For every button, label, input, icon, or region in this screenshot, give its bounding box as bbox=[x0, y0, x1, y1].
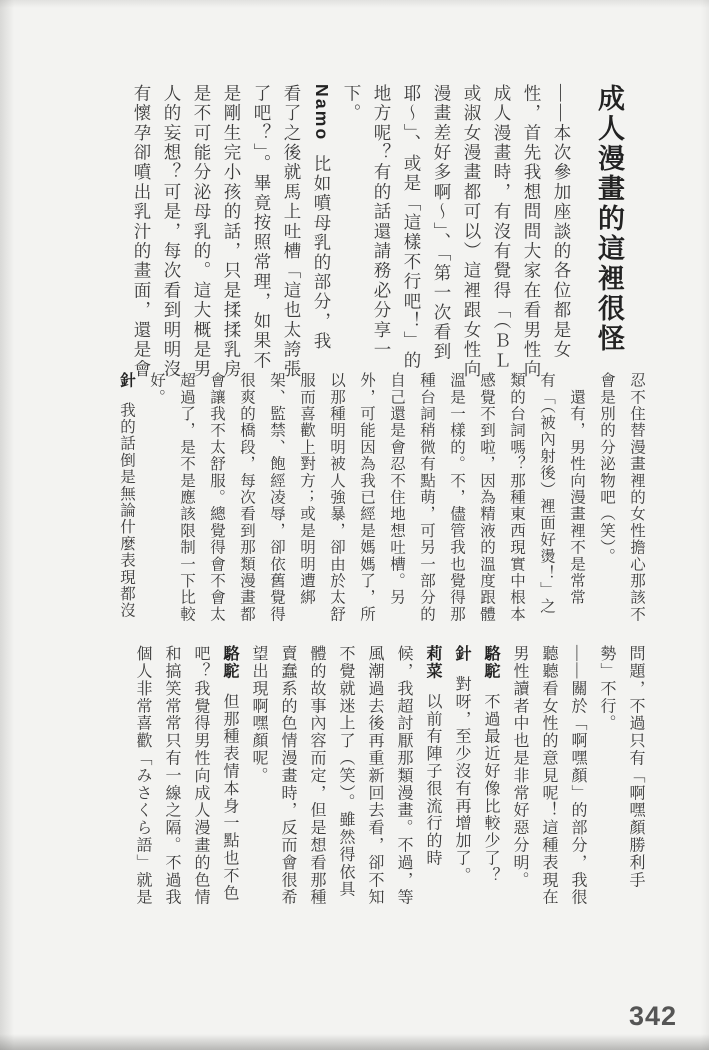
speaker-name: Namo bbox=[312, 84, 332, 142]
text-column: 服而喜歡上對方；或是明明遭綁 bbox=[298, 372, 315, 606]
page-number: 342 bbox=[628, 1001, 677, 1031]
speaker-name: 針 bbox=[118, 372, 135, 389]
text-column: 種台詞稍微有點萌，可另一部分的 bbox=[418, 372, 435, 623]
text-column: Namo比如噴母乳的部分，我 bbox=[312, 84, 332, 352]
text-column: 以那種明明被人強暴，卻由於太舒 bbox=[328, 372, 345, 623]
text-column: 是剛生完小孩的話，只是揉揉乳房 bbox=[222, 84, 242, 380]
text-column: 還有，男性向漫畫裡不是常常 bbox=[568, 372, 585, 606]
text-column: 勢」不行。 bbox=[598, 645, 615, 732]
text-column: 是不可能分泌母乳的。這大概是男 bbox=[192, 84, 212, 380]
text-column: 賣蠢系的色情漫畫時，反而會很希 bbox=[279, 645, 296, 906]
text-column: 男性讀者中也是非常好惡分明。 bbox=[511, 645, 528, 889]
text-column: 有懷孕卻噴出乳汁的畫面，還是會 bbox=[132, 84, 152, 380]
text-column: 性，首先我想問問大家在看男性向 bbox=[522, 84, 542, 380]
text-column: 駱駝但那種表情本身一點也不色 bbox=[221, 645, 238, 902]
article-title: 成人漫畫的這裡很怪 bbox=[594, 84, 624, 354]
text-column: 忍不住替漫畫裡的女性擔心那該不 bbox=[628, 372, 645, 623]
text-column: 聽聽看女性的意見呢！這種表現在 bbox=[540, 645, 557, 906]
text-column: 自己還是會忍不住地想吐槽。另 bbox=[388, 372, 405, 606]
text-column: 架、監禁、飽經凌辱，卻依舊覺得 bbox=[268, 372, 285, 623]
text-column: 了吧？」。畢竟按照常理，如果不 bbox=[252, 84, 272, 371]
text-column: 有「（被內射後）裡面好燙！」之 bbox=[538, 372, 555, 615]
text-column: 吧？我覺得男性向成人漫畫的色情 bbox=[192, 645, 209, 906]
speaker-name: 駱駝 bbox=[221, 645, 238, 680]
text-column: 成人漫畫時，有沒有覺得「（ＢＬ bbox=[492, 84, 512, 371]
text-column: 漫畫差好多啊～」、「第一次看到 bbox=[432, 84, 452, 362]
text-column: 感覺不到啦，因為精液的溫度跟體 bbox=[478, 372, 495, 623]
text-band-middle bbox=[107, 372, 647, 624]
text-column: 針對呀，至少沒有再增加了。 bbox=[453, 645, 470, 885]
text-column: 會讓我不太舒服。總覺得會不會太 bbox=[208, 372, 225, 623]
text-column: 不覺就迷上了（笑）。雖然得依具 bbox=[337, 645, 354, 898]
text-column: 駱駝不過最近好像比較少了？ bbox=[482, 645, 499, 885]
text-column: 地方呢？有的話還請務必分享一 bbox=[372, 84, 392, 360]
text-column: 或淑女漫畫都可以）這裡跟女性向 bbox=[462, 84, 482, 380]
text-column: 個人非常喜歡「みさくら語」就是 bbox=[134, 645, 151, 906]
text-column: 莉菜以前有陣子很流行的時 bbox=[424, 645, 441, 867]
speaker-name: 駱駝 bbox=[482, 645, 499, 680]
text-column: 風潮過去後再重新回去看，卻不知 bbox=[366, 645, 383, 906]
text-column: 會是別的分泌物吧（笑）。 bbox=[598, 372, 615, 565]
text-column: 針我的話倒是無論什麼表現都沒 bbox=[118, 372, 135, 619]
text-column: 人的妄想？可是，每次看到明明沒 bbox=[162, 84, 182, 380]
text-column: 溫是一樣的。不，儘管我也覺得那 bbox=[448, 372, 465, 623]
text-band-bottom bbox=[125, 645, 647, 907]
speaker-name: 莉菜 bbox=[424, 645, 441, 680]
speaker-name: 針 bbox=[453, 645, 470, 663]
text-column: 和搞笑常常只有一線之隔。不過我 bbox=[163, 645, 180, 906]
text-column: ——關於「啊嘿顏」的部分，我很 bbox=[569, 645, 586, 906]
text-column: 超過了，是不是應該限制一下比較 bbox=[178, 372, 195, 623]
text-column: 望出現啊嘿顏呢。 bbox=[250, 645, 267, 785]
text-column: 耶～」、或是「這樣不行吧！」的 bbox=[402, 84, 422, 371]
text-column: 外，可能因為我已經是媽媽了，所 bbox=[358, 372, 375, 623]
text-column: 下。 bbox=[342, 84, 362, 124]
text-column: 問題，不過只有「啊嘿顏勝利手 bbox=[627, 645, 644, 889]
text-column: 很爽的橋段，每次看到那類漫畫都 bbox=[238, 372, 255, 623]
text-column: 看了之後就馬上吐槽「這也太誇張 bbox=[282, 84, 302, 380]
text-column: 類的台詞嗎？那種東西現實中根本 bbox=[508, 372, 525, 623]
text-column: 候，我超討厭那類漫畫。不過，等 bbox=[395, 645, 412, 906]
text-column: 體的故事內容而定，但是想看那種 bbox=[308, 645, 325, 906]
text-column: 好。 bbox=[148, 372, 165, 406]
text-band-top bbox=[125, 84, 629, 390]
text-column: ——本次參加座談的各位都是女 bbox=[552, 84, 572, 360]
